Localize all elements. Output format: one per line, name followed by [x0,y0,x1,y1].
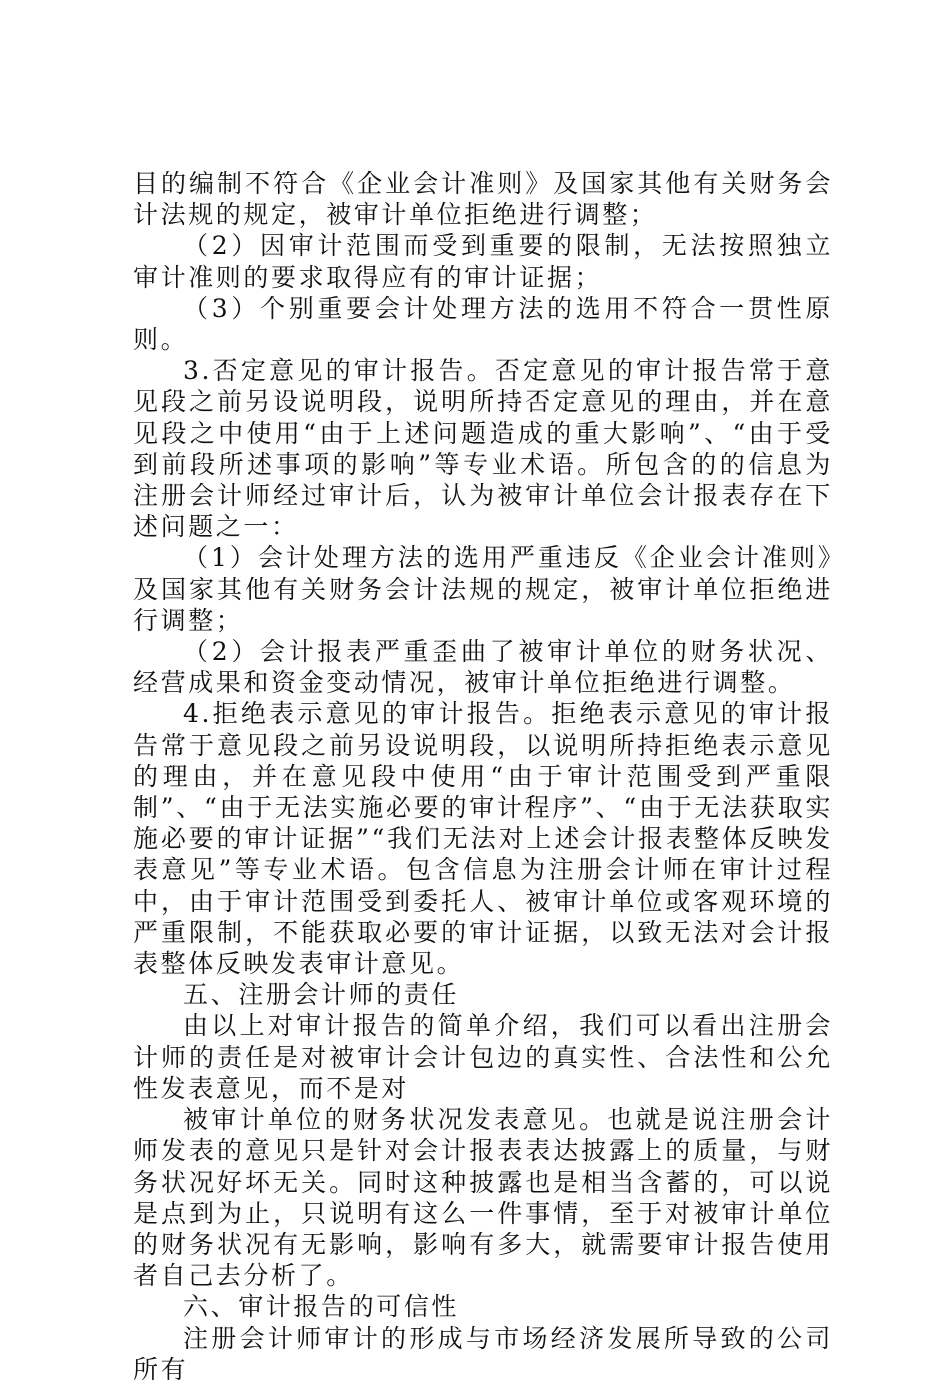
section-heading-6: 六、审计报告的可信性 [183,1292,460,1322]
section-heading-5: 五、注册会计师的责任 [183,980,460,1010]
paragraph-adverse-opinion: 3.否定意见的审计报告。否定意见的审计报告常于意见段之前另设说明段，说明所持否定意见的理由，并在意见段之中使用“由于上述问题造成的重大影响”、“由于受到前段所述事项的影响”等专业术语。所包含的的信息为注册会计师经过审计后，认为被审计单位会计报表存在下述问题之一： [133,356,833,542]
paragraph-disclaimer-opinion: 4.拒绝表示意见的审计报告。拒绝表示意见的审计报告常于意见段之前另设说明段，以说明所持拒绝表示意见的理由，并在意见段中使用“由于审计范围受到严重限制”、“由于无法实施必要的审计程序”、“由于无法获取实施必要的审计证据”“我们无法对上述会计报表整体反映发表意见”等专业术语。包含信息为注册会计师在审计过程中，由于审计范围受到委托人、被审计单位或客观环境的严重限制，不能获取必要的审计证据，以致无法对会计报表整体反映发表审计意见。 [133,699,833,979]
list-item-2b: （2）会计报表严重歪曲了被审计单位的财务状况、经营成果和资金变动情况，被审计单位拒绝进行调整。 [133,637,833,698]
list-item-3: （3）个别重要会计处理方法的选用不符合一贯性原则。 [133,293,833,355]
paragraph-responsibility-1: 由以上对审计报告的简单介绍，我们可以看出注册会计师的责任是对被审计会计包边的真实性、合法性和公允性发表意见，而不是对 [133,1011,833,1103]
document-body [133,168,833,1385]
paragraph-continuation: 目的编制不符合《企业会计准则》及国家其他有关财务会计法规的规定，被审计单位拒绝进行调整； [133,169,833,230]
list-item-2: （2）因审计范围而受到重要的限制，无法按照独立审计准则的要求取得应有的审计证据； [133,231,833,292]
paragraph-responsibility-2: 被审计单位的财务状况发表意见。也就是说注册会计师发表的意见只是针对会计报表表达披露上的质量，与财务状况好坏无关。同时这种披露也是相当含蓄的，可以说是点到为止，只说明有这么一件事情，至于对被审计单位的财务状况有无影响，影响有多大，就需要审计报告使用者自己去分析了。 [133,1105,833,1291]
paragraph-credibility: 注册会计师审计的形成与市场经济发展所导致的公司所有 [133,1323,833,1384]
list-item-1: （1）会计处理方法的选用严重违反《企业会计准则》及国家其他有关财务会计法规的规定，被审计单位拒绝进行调整； [133,543,833,635]
